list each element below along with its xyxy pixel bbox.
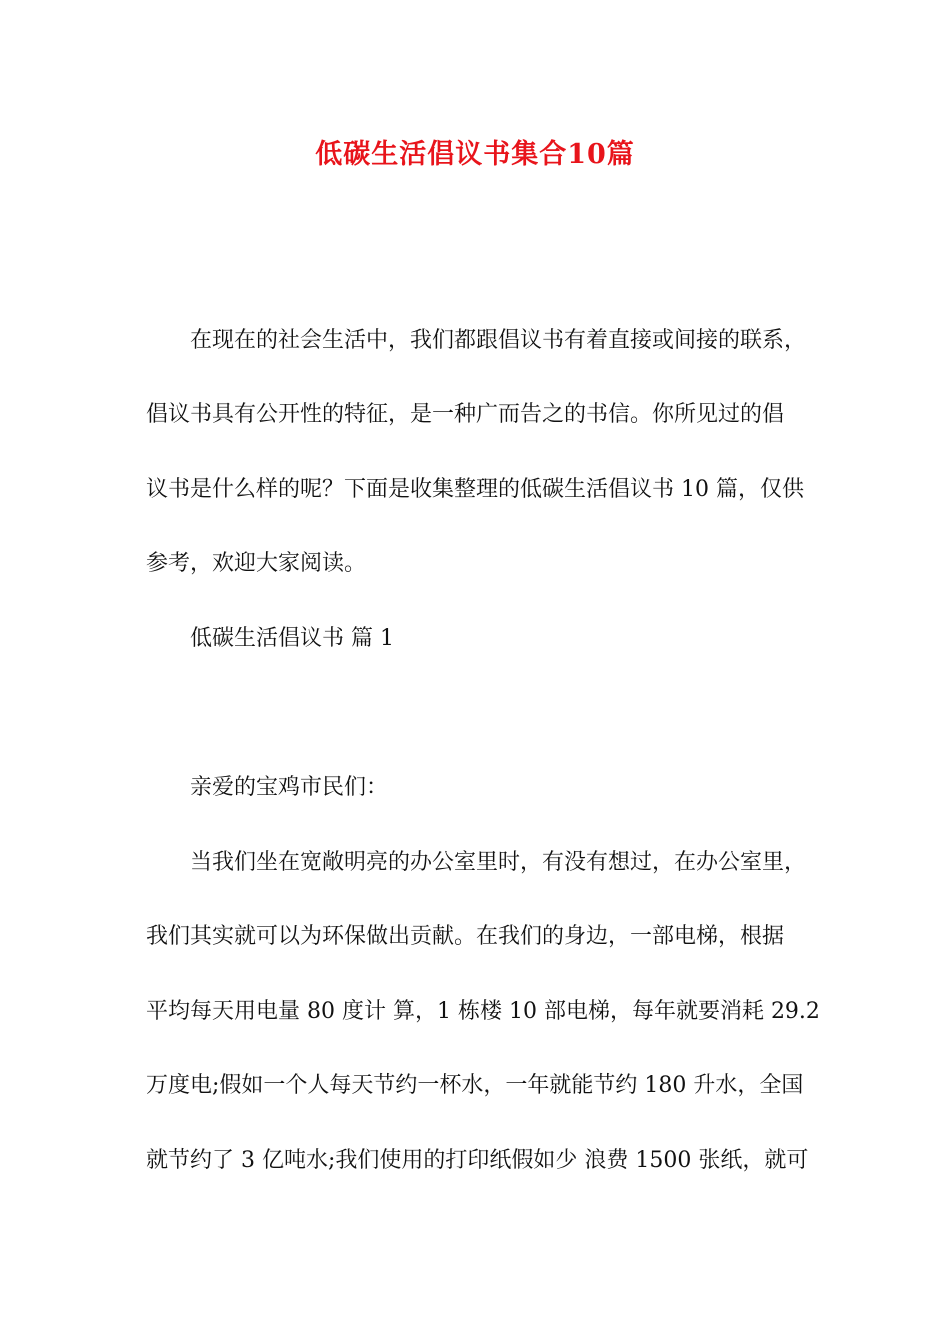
body-line-4: 万度电;假如一个人每天节约一杯水，一年就能节约 180 升水，全国 (146, 1073, 804, 1098)
body-line-5: 就节约了 3 亿吨水;我们使用的打印纸假如少 浪费 1500 张纸，就可 (146, 1148, 809, 1173)
intro-line-2: 倡议书具有公开性的特征，是一种广而告之的书信。你所见过的倡 (146, 402, 785, 427)
section-heading: 低碳生活倡议书 篇 1 (190, 626, 394, 651)
document-title: 低碳生活倡议书集合10篇 (315, 139, 635, 170)
body-line-3: 平均每天用电量 80 度计 算，1 栋楼 10 部电梯，每年就要消耗 29.2 (146, 999, 820, 1024)
salutation: 亲爱的宝鸡市民们： (190, 775, 389, 800)
body-line-2: 我们其实就可以为环保做出贡献。在我们的身边，一部电梯，根据 (146, 924, 785, 949)
intro-line-4: 参考，欢迎大家阅读。 (146, 551, 367, 576)
intro-line-1: 在现在的社会生活中，我们都跟倡议书有着直接或间接的联系， (190, 328, 807, 353)
body-line-1: 当我们坐在宽敞明亮的办公室里时，有没有想过，在办公室里， (190, 850, 807, 875)
intro-line-3: 议书是什么样的呢？下面是收集整理的低碳生活倡议书 10 篇，仅供 (146, 477, 804, 502)
